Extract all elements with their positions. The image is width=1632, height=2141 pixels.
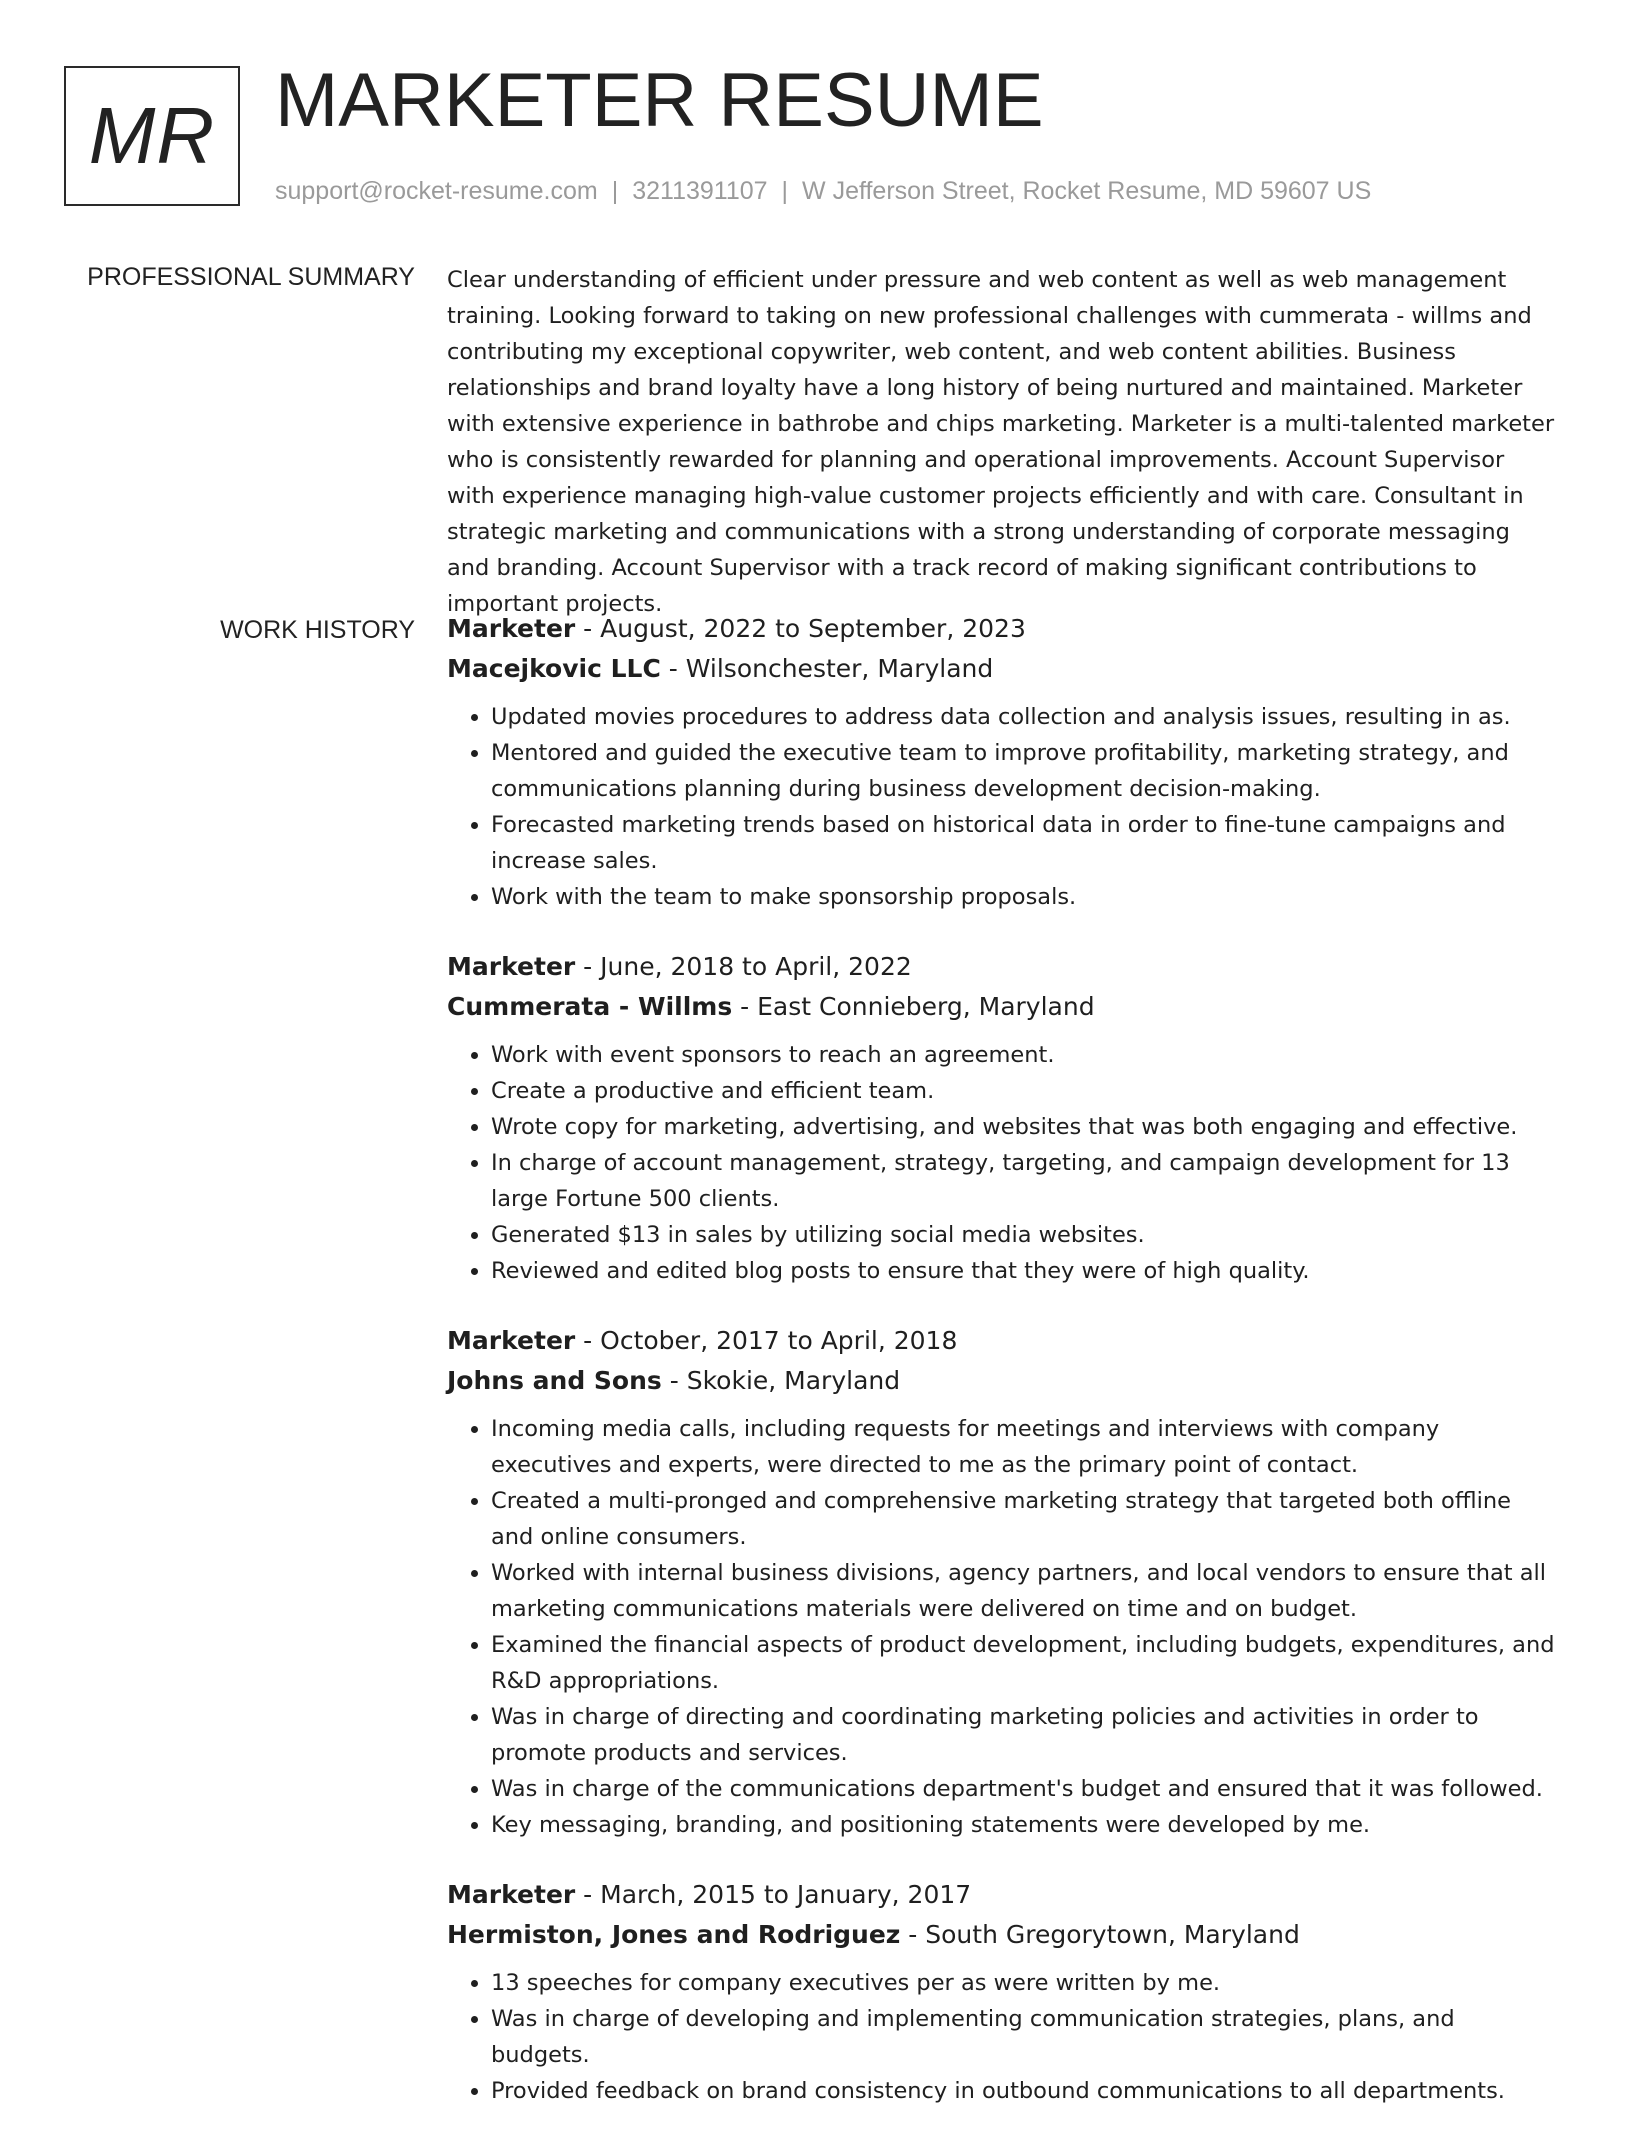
contact-address: W Jefferson Street, Rocket Resume, MD 59607 US — [802, 177, 1372, 205]
job-entry — [447, 609, 1557, 915]
job-bullet: • Generated $13 in sales by utilizing social media websites. — [491, 1217, 1557, 1253]
work-history-body — [447, 609, 1557, 2141]
job-dates: - June, 2018 to April, 2022 — [575, 952, 912, 981]
job-bullet: • Created a multi-pronged and comprehensive marketing strategy that targeted both offline and online consumers. — [491, 1483, 1557, 1555]
job-title-line — [447, 1875, 1557, 1915]
job-bullet: • Work with the team to make sponsorship proposals. — [491, 879, 1557, 915]
job-title: Marketer — [447, 952, 576, 981]
job-bullet: • Updated movies procedures to address data collection and analysis issues, resulting in as. — [491, 699, 1557, 735]
job-bullet: • Was in charge of the communications department's budget and ensured that it was followed. — [491, 1771, 1557, 1807]
job-bullet: • Key messaging, branding, and positioning statements were developed by me. — [491, 1807, 1557, 1843]
job-company: Hermiston, Jones and Rodriguez — [447, 1920, 901, 1949]
summary-body — [447, 262, 1557, 622]
job-dates: - March, 2015 to January, 2017 — [575, 1880, 972, 1909]
job-bullet: • Examined the financial aspects of product development, including budgets, expenditures, and R&D appropriations. — [491, 1627, 1557, 1699]
job-location: - East Connieberg, Maryland — [732, 992, 1095, 1021]
job-entry — [447, 1321, 1557, 1843]
job-title-line — [447, 1321, 1557, 1361]
job-title: Marketer — [447, 614, 576, 643]
job-title: Marketer — [447, 1326, 576, 1355]
job-company-line — [447, 987, 1557, 1027]
job-bullet: • Worked with internal business divisions, agency partners, and local vendors to ensure that all marketing communications materials were delivered on time and on budget. — [491, 1555, 1557, 1627]
job-dates: - October, 2017 to April, 2018 — [575, 1326, 958, 1355]
job-bullet: • Work with event sponsors to reach an agreement. — [491, 1037, 1557, 1073]
job-company-line — [447, 1361, 1557, 1401]
job-company: Macejkovic LLC — [447, 654, 661, 683]
job-title-line — [447, 947, 1557, 987]
job-location: - Skokie, Maryland — [661, 1366, 901, 1395]
job-company-line — [447, 649, 1557, 689]
contact-separator: | — [611, 177, 619, 205]
monogram: MR — [64, 66, 240, 206]
job-entry — [447, 947, 1557, 1289]
job-bullet: • In charge of account management, strategy, targeting, and campaign development for 13 large Fortune 500 clients. — [491, 1145, 1557, 1217]
job-company: Johns and Sons — [447, 1366, 662, 1395]
job-bullet-list — [447, 1411, 1557, 1843]
job-bullet: • 13 speeches for company executives per as were written by me. — [491, 1965, 1557, 2001]
contact-line — [275, 175, 1371, 207]
job-entry — [447, 1875, 1557, 2109]
job-company: Cummerata - Willms — [447, 992, 733, 1021]
job-bullet: • Reviewed and edited blog posts to ensure that they were of high quality. — [491, 1253, 1557, 1289]
contact-separator: | — [781, 177, 789, 205]
job-dates: - August, 2022 to September, 2023 — [575, 614, 1026, 643]
job-bullet-list — [447, 699, 1557, 915]
job-title-line — [447, 609, 1557, 649]
job-company-line — [447, 1915, 1557, 1955]
job-bullet: • Was in charge of directing and coordinating marketing policies and activities in order to promote products and services. — [491, 1699, 1557, 1771]
job-bullet: • Create a productive and efficient team. — [491, 1073, 1557, 1109]
job-bullet: • Incoming media calls, including requests for meetings and interviews with company executives and experts, were directed to me as the primary point of contact. — [491, 1411, 1557, 1483]
job-bullet: • Was in charge of developing and implementing communication strategies, plans, and budgets. — [491, 2001, 1557, 2073]
job-bullet: • Mentored and guided the executive team to improve profitability, marketing strategy, and communications planning during business development decision-making. — [491, 735, 1557, 807]
contact-email[interactable]: support@rocket-resume.com — [275, 177, 598, 205]
contact-phone[interactable]: 3211391107 — [632, 177, 768, 205]
resume-title: MARKETER RESUME — [275, 58, 1044, 143]
summary-text: Clear understanding of efficient under pressure and web content as well as web management training. Looking forward to taking on new professional challenges with cummerata - willms and contributing my exceptional copywriter, web content, and web content abilities. Business relationships and brand loyalty have a long history of being nurtured and maintained. Marketer with extensive experience in bathrobe and chips marketing. Marketer is a multi-talented marketer who is consistently rewarded for planning and operational improvements. Account Supervisor with experience managing high-value customer projects efficiently and with care. Consultant in strategic marketing and communications with a strong understanding of corporate messaging and branding. Account Supervisor with a track record of making significant contributions to important projects. — [447, 267, 1555, 617]
job-bullet: • Provided feedback on brand consistency in outbound communications to all departments. — [491, 2073, 1557, 2109]
job-location: - Wilsonchester, Maryland — [660, 654, 994, 683]
section-label-work: WORK HISTORY — [220, 616, 415, 644]
job-title: Marketer — [447, 1880, 576, 1909]
job-bullet-list — [447, 1037, 1557, 1289]
job-bullet: • Forecasted marketing trends based on historical data in order to fine-tune campaigns and increase sales. — [491, 807, 1557, 879]
job-bullet: • Wrote copy for marketing, advertising, and websites that was both engaging and effective. — [491, 1109, 1557, 1145]
job-location: - South Gregorytown, Maryland — [900, 1920, 1300, 1949]
job-bullet-list — [447, 1965, 1557, 2109]
section-label-summary: PROFESSIONAL SUMMARY — [87, 263, 415, 291]
